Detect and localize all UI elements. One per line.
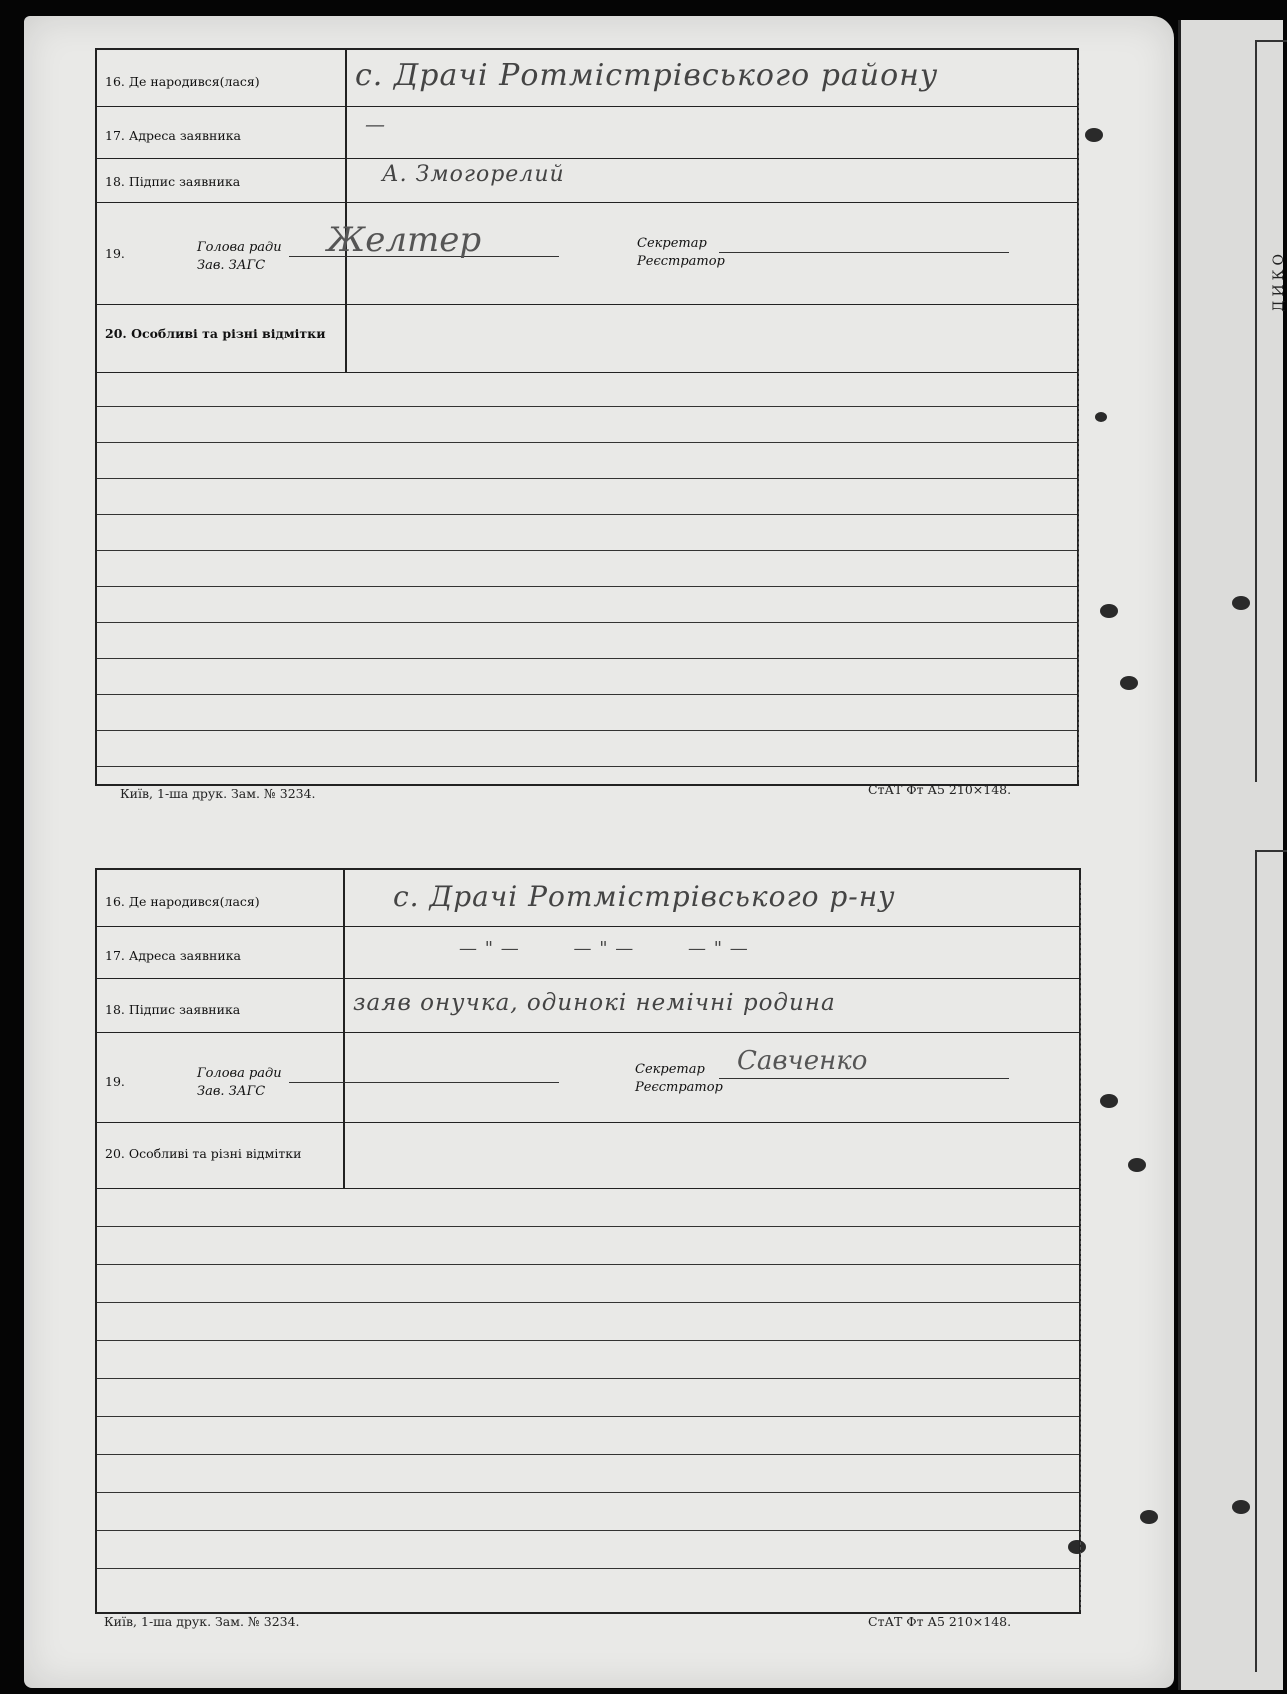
registrar-label: Реєстратор: [635, 1080, 723, 1095]
ruled-line: [97, 1264, 1079, 1265]
secretary-label: Секретар: [635, 1062, 705, 1077]
ruled-line: [97, 586, 1077, 587]
signature-line: [719, 1078, 1009, 1079]
row-label: 17. Адреса заявника: [105, 948, 241, 963]
head-of-council-label: Голова ради: [197, 240, 282, 255]
ruled-line: [97, 478, 1077, 479]
ruled-line: [97, 1378, 1079, 1379]
row-label: 16. Де народився(лася): [105, 894, 260, 909]
row-applicant-signature: [97, 158, 1077, 203]
ruled-line: [97, 406, 1077, 407]
form-lower: [95, 868, 1081, 1614]
registry-head-label: Зав. ЗАГС: [197, 258, 266, 273]
edge-box-bottom: [1255, 850, 1287, 1672]
signature-value: Желтер: [327, 220, 482, 260]
ruled-line: [97, 730, 1077, 731]
punch-hole: [1085, 128, 1103, 142]
signature-value: Савченко: [737, 1046, 868, 1076]
signature-line: [719, 252, 1009, 253]
punch-hole: [1140, 1510, 1158, 1524]
row-label: 20. Особливі та різні відмітки: [105, 326, 326, 341]
ruled-line: [97, 1340, 1079, 1341]
punch-hole: [1100, 1094, 1118, 1108]
punch-hole: [1095, 412, 1107, 422]
row-applicant-signature: [97, 978, 1079, 1033]
row-birthplace: [97, 50, 1077, 107]
ruled-line: [97, 694, 1077, 695]
row-special-notes: [97, 304, 1077, 373]
footer-format: СтАТ Фт А5 210×148.: [868, 1614, 1012, 1629]
footer-printer: Київ, 1-ша друк. Зам. № 3234.: [104, 1614, 300, 1629]
ruled-line: [97, 658, 1077, 659]
punch-hole: [1232, 596, 1250, 610]
row-label: 18. Підпис заявника: [105, 1002, 241, 1017]
signature-line: [289, 1082, 559, 1083]
punch-hole: [1128, 1158, 1146, 1172]
registry-head-label: Зав. ЗАГС: [197, 1084, 266, 1099]
form-upper: [95, 48, 1079, 786]
punch-hole: [1232, 1500, 1250, 1514]
handwritten-value: —: [365, 112, 386, 136]
ruled-line: [97, 1302, 1079, 1303]
ruled-line: [97, 550, 1077, 551]
footer-format: СтАТ Фт А5 210×148.: [868, 782, 1012, 797]
edge-vertical-text: ДИКО: [1271, 250, 1287, 312]
row-label: 19.: [105, 246, 125, 261]
row-applicant-address: [97, 926, 1079, 979]
ruled-line: [97, 1226, 1079, 1227]
ruled-line: [97, 442, 1077, 443]
row-label: 20. Особливі та різні відмітки: [105, 1146, 302, 1161]
punch-hole: [1120, 676, 1138, 690]
row-label: 18. Підпис заявника: [105, 174, 241, 189]
right-page-edge: [1178, 20, 1287, 1690]
perforation-line: [1078, 60, 1079, 780]
head-of-council-label: Голова ради: [197, 1066, 282, 1081]
handwritten-value: А. Змогорелий: [382, 162, 565, 187]
ruled-line: [97, 622, 1077, 623]
footer-printer: Київ, 1-ша друк. Зам. № 3234.: [120, 786, 316, 801]
ruled-line: [97, 1530, 1079, 1531]
row-label: 17. Адреса заявника: [105, 128, 241, 143]
secretary-label: Секретар: [637, 236, 707, 251]
ruled-line: [97, 1492, 1079, 1493]
handwritten-value: — " — — " — — " —: [459, 938, 749, 959]
row-special-notes: [97, 1122, 1079, 1189]
perforation-line: [1080, 880, 1081, 1610]
ruled-line: [97, 1454, 1079, 1455]
row-label: 19.: [105, 1074, 125, 1089]
ruled-line: [97, 514, 1077, 515]
handwritten-value: с. Драчі Ротмістрівського району: [355, 58, 939, 93]
row-label: 16. Де народився(лася): [105, 74, 260, 89]
row-officials: [97, 202, 1077, 305]
registrar-label: Реєстратор: [637, 254, 725, 269]
punch-hole: [1100, 604, 1118, 618]
handwritten-value: с. Драчі Ротмістрівського р-ну: [393, 880, 896, 913]
edge-box-top: [1255, 40, 1287, 782]
ruled-line: [97, 1416, 1079, 1417]
handwritten-value: заяв онучка, одинокі немічні родина: [353, 990, 836, 1016]
ruled-line: [97, 766, 1077, 767]
row-officials: [97, 1032, 1079, 1123]
row-applicant-address: [97, 106, 1077, 159]
row-birthplace: [97, 870, 1079, 927]
ruled-line: [97, 1568, 1079, 1569]
